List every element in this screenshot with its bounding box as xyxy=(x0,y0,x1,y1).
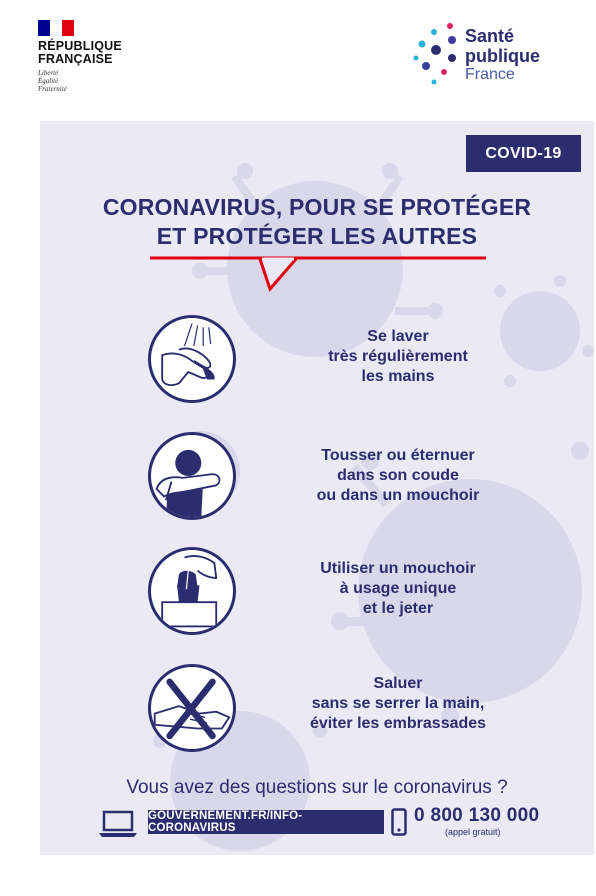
gesture-text: Utiliser un mouchoir à usage unique et le jeter xyxy=(320,560,476,617)
french-flag-icon xyxy=(38,20,74,36)
phone-note: (appel gratuit) xyxy=(445,827,501,837)
laptop-icon xyxy=(98,809,138,839)
tissue-icon xyxy=(148,547,236,635)
gesture-row-handwashing xyxy=(148,315,578,411)
spf-wordmark: Santé publique France xyxy=(465,26,540,83)
hand-washing-icon xyxy=(148,315,236,403)
poster-title: CORONAVIRUS, POUR SE PROTÉGER ET PROTÉGER LES AUTRES xyxy=(102,194,532,249)
republique-name: RÉPUBLIQUE FRANÇAISE xyxy=(38,39,122,66)
gesture-row-tissue xyxy=(148,547,578,643)
gesture-text: Se laver très régulièrement les mains xyxy=(328,328,468,385)
gesture-text: Tousser ou éternuer dans son coude ou dans un mouchoir xyxy=(316,447,480,504)
sante-publique-france-logo xyxy=(412,22,562,92)
gesture-row-elbow xyxy=(148,432,578,528)
gesture-text: Saluer sans se serrer la main, éviter les embrassades xyxy=(309,675,487,732)
gesture-row-no-handshake xyxy=(148,664,578,760)
phone-number-link[interactable]: 0 800 130 000 xyxy=(414,805,540,826)
no-handshake-icon xyxy=(148,664,236,752)
covid-badge: COVID-19 xyxy=(466,135,581,172)
questions-heading: Vous avez des questions sur le coronavirus ? xyxy=(126,777,508,798)
speech-bubble-underline-icon xyxy=(148,255,488,295)
republique-francaise-logo xyxy=(38,20,148,93)
dots-logo-icon xyxy=(412,22,462,92)
poster-panel xyxy=(40,121,594,855)
republique-motto: Liberté Égalité Fraternité xyxy=(38,69,67,93)
phone-icon xyxy=(391,808,407,836)
info-url-link[interactable]: GOUVERNEMENT.FR/INFO-CORONAVIRUS xyxy=(148,810,384,834)
elbow-sneeze-icon xyxy=(148,432,236,520)
